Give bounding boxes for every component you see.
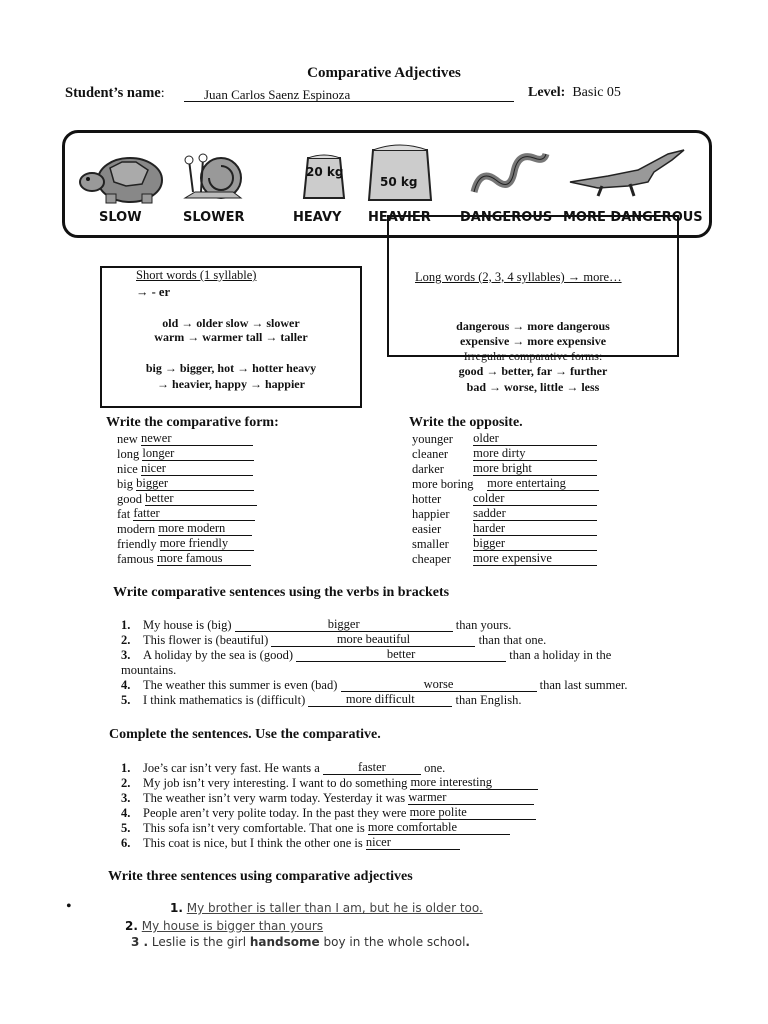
sack-50kg-icon bbox=[365, 142, 435, 206]
answer-field[interactable]: more bright bbox=[473, 462, 597, 476]
list-item: cheaper more expensive bbox=[412, 552, 599, 567]
caption-dangerous: DANGEROUS bbox=[460, 210, 553, 225]
rule-line: → heavier, happy → happier bbox=[157, 377, 305, 391]
list-item: 1. Joe’s car isn’t very fast. He wants a faster one. bbox=[121, 760, 446, 775]
answer-field[interactable]: more difficult bbox=[308, 693, 452, 707]
caption-slower: SLOWER bbox=[183, 210, 245, 225]
answer-field[interactable]: older bbox=[473, 432, 597, 446]
complete-list bbox=[121, 761, 538, 851]
list-item: 2. My job isn’t very interesting. I want to do something more interesting bbox=[121, 776, 538, 791]
list-item: younger older bbox=[412, 432, 599, 447]
weight-label-50: 50 kg bbox=[380, 175, 418, 189]
snake-icon bbox=[470, 148, 550, 198]
three-sentences-heading: Write three sentences using comparative adjectives bbox=[108, 869, 413, 884]
rule-line: old → older slow → slower bbox=[162, 316, 300, 330]
caption-heavier: HEAVIER bbox=[368, 210, 431, 225]
rule-line: warm → warmer tall → taller bbox=[154, 330, 308, 344]
list-item: 4. The weather this summer is even (bad) worse than last summer. bbox=[121, 677, 628, 692]
caption-more-dangerous: MORE DANGEROUS bbox=[563, 210, 703, 225]
rule-line: bad → worse, little → less bbox=[466, 380, 600, 394]
opposite-list bbox=[412, 432, 599, 567]
list-item: 4. People aren’t very polite today. In the past they were more polite bbox=[121, 806, 538, 821]
worksheet-title: Comparative Adjectives bbox=[307, 65, 461, 81]
brackets-list bbox=[121, 618, 627, 708]
list-item: happier sadder bbox=[412, 507, 599, 522]
answer-field[interactable]: more modern bbox=[158, 522, 252, 536]
answer-field[interactable]: longer bbox=[142, 447, 254, 461]
list-item: friendly more friendly bbox=[117, 537, 257, 552]
answer-field[interactable]: more famous bbox=[157, 552, 251, 566]
answer-field[interactable]: more expensive bbox=[473, 552, 597, 566]
list-item: new newer bbox=[117, 432, 257, 447]
weight-label-20: 20 kg bbox=[306, 165, 344, 179]
caption-heavy: HEAVY bbox=[293, 210, 342, 225]
answer-field[interactable]: more interesting bbox=[410, 776, 538, 790]
sentence-2: 2. My house is bigger than yours bbox=[125, 919, 324, 933]
short-words-heading: Short words (1 syllable) bbox=[136, 268, 257, 282]
list-item: long longer bbox=[117, 447, 257, 462]
answer-field[interactable]: nicer bbox=[366, 836, 460, 850]
answer-field[interactable]: more entertaing bbox=[487, 477, 599, 491]
answer-field[interactable]: colder bbox=[473, 492, 597, 506]
brackets-heading: Write comparative sentences using the verbs in brackets bbox=[113, 585, 450, 600]
rule-line: big → bigger, hot → hotter heavy bbox=[145, 361, 317, 375]
student-name-field[interactable]: Juan Carlos Saenz Espinoza bbox=[184, 88, 514, 102]
comparative-form-list bbox=[117, 432, 257, 567]
list-item: 5. I think mathematics is (difficult) more difficult than English. bbox=[121, 692, 522, 707]
turtle-icon bbox=[78, 152, 170, 204]
answer-field[interactable]: warmer bbox=[408, 791, 534, 805]
opposite-heading: Write the opposite. bbox=[409, 415, 523, 430]
level-field: Level: Basic 05 bbox=[528, 85, 621, 100]
crocodile-icon bbox=[568, 146, 688, 202]
answer-field[interactable]: more polite bbox=[410, 806, 536, 820]
list-item-continuation: mountains. bbox=[121, 663, 177, 677]
list-item: easier harder bbox=[412, 522, 599, 537]
list-item: 6. This coat is nice, but I think the other one is nicer bbox=[121, 836, 538, 851]
list-item: 5. This sofa isn’t very comfortable. That one is more comfortable bbox=[121, 821, 538, 836]
answer-field[interactable]: better bbox=[145, 492, 257, 506]
answer-field[interactable]: newer bbox=[141, 432, 253, 446]
list-item: cleaner more dirty bbox=[412, 447, 599, 462]
er-rule: → - er bbox=[136, 285, 171, 299]
answer-field[interactable]: more comfortable bbox=[368, 821, 510, 835]
answer-field[interactable]: faster bbox=[323, 761, 421, 775]
list-item: more boring more entertaing bbox=[412, 477, 599, 492]
list-item: 3. The weather isn’t very warm today. Yesterday it was warmer bbox=[121, 791, 538, 806]
rule-line: expensive → more expensive bbox=[459, 334, 607, 348]
rule-line: dangerous → more dangerous bbox=[456, 319, 610, 333]
answer-field[interactable]: worse bbox=[341, 678, 537, 692]
sentence-1: 1. My brother is taller than I am, but he is older too. bbox=[170, 901, 483, 915]
answer-field[interactable]: better bbox=[296, 648, 506, 662]
student-name-label: Student’s name: bbox=[65, 85, 165, 101]
answer-field[interactable]: fatter bbox=[133, 507, 255, 521]
caption-slow: SLOW bbox=[99, 210, 142, 225]
list-item: modern more modern bbox=[117, 522, 257, 537]
sentence-3: 3 . Leslie is the girl handsome boy in the whole school. bbox=[131, 935, 470, 949]
list-item: 3. A holiday by the sea is (good) better than a holiday in the bbox=[121, 647, 612, 662]
list-item: 1. My house is (big) bigger than yours. bbox=[121, 617, 512, 632]
comparative-form-heading: Write the comparative form: bbox=[106, 415, 279, 430]
answer-field[interactable]: sadder bbox=[473, 507, 597, 521]
rule-line: good → better, far → further bbox=[458, 364, 608, 378]
answer-field[interactable]: more friendly bbox=[160, 537, 254, 551]
answer-field[interactable]: harder bbox=[473, 522, 597, 536]
list-item: 2. This flower is (beautiful) more beautiful than that one. bbox=[121, 632, 547, 647]
long-words-heading: Long words (2, 3, 4 syllables) → more… bbox=[415, 270, 622, 284]
snail-icon bbox=[183, 152, 245, 202]
answer-field[interactable]: bigger bbox=[136, 477, 254, 491]
answer-field[interactable]: bigger bbox=[235, 618, 453, 632]
list-item: good better bbox=[117, 492, 257, 507]
list-item: famous more famous bbox=[117, 552, 257, 567]
list-item: fat fatter bbox=[117, 507, 257, 522]
answer-field[interactable]: more dirty bbox=[473, 447, 597, 461]
list-item: nice nicer bbox=[117, 462, 257, 477]
list-item: smaller bigger bbox=[412, 537, 599, 552]
answer-field[interactable]: bigger bbox=[473, 537, 597, 551]
complete-heading: Complete the sentences. Use the comparative. bbox=[109, 727, 381, 742]
answer-field[interactable]: more beautiful bbox=[271, 633, 475, 647]
answer-field[interactable]: nicer bbox=[141, 462, 253, 476]
list-item: hotter colder bbox=[412, 492, 599, 507]
bullet-icon: • bbox=[66, 898, 72, 915]
irregular-heading: Irregular comparative forms: bbox=[463, 349, 603, 363]
list-item: darker more bright bbox=[412, 462, 599, 477]
list-item: big bigger bbox=[117, 477, 257, 492]
